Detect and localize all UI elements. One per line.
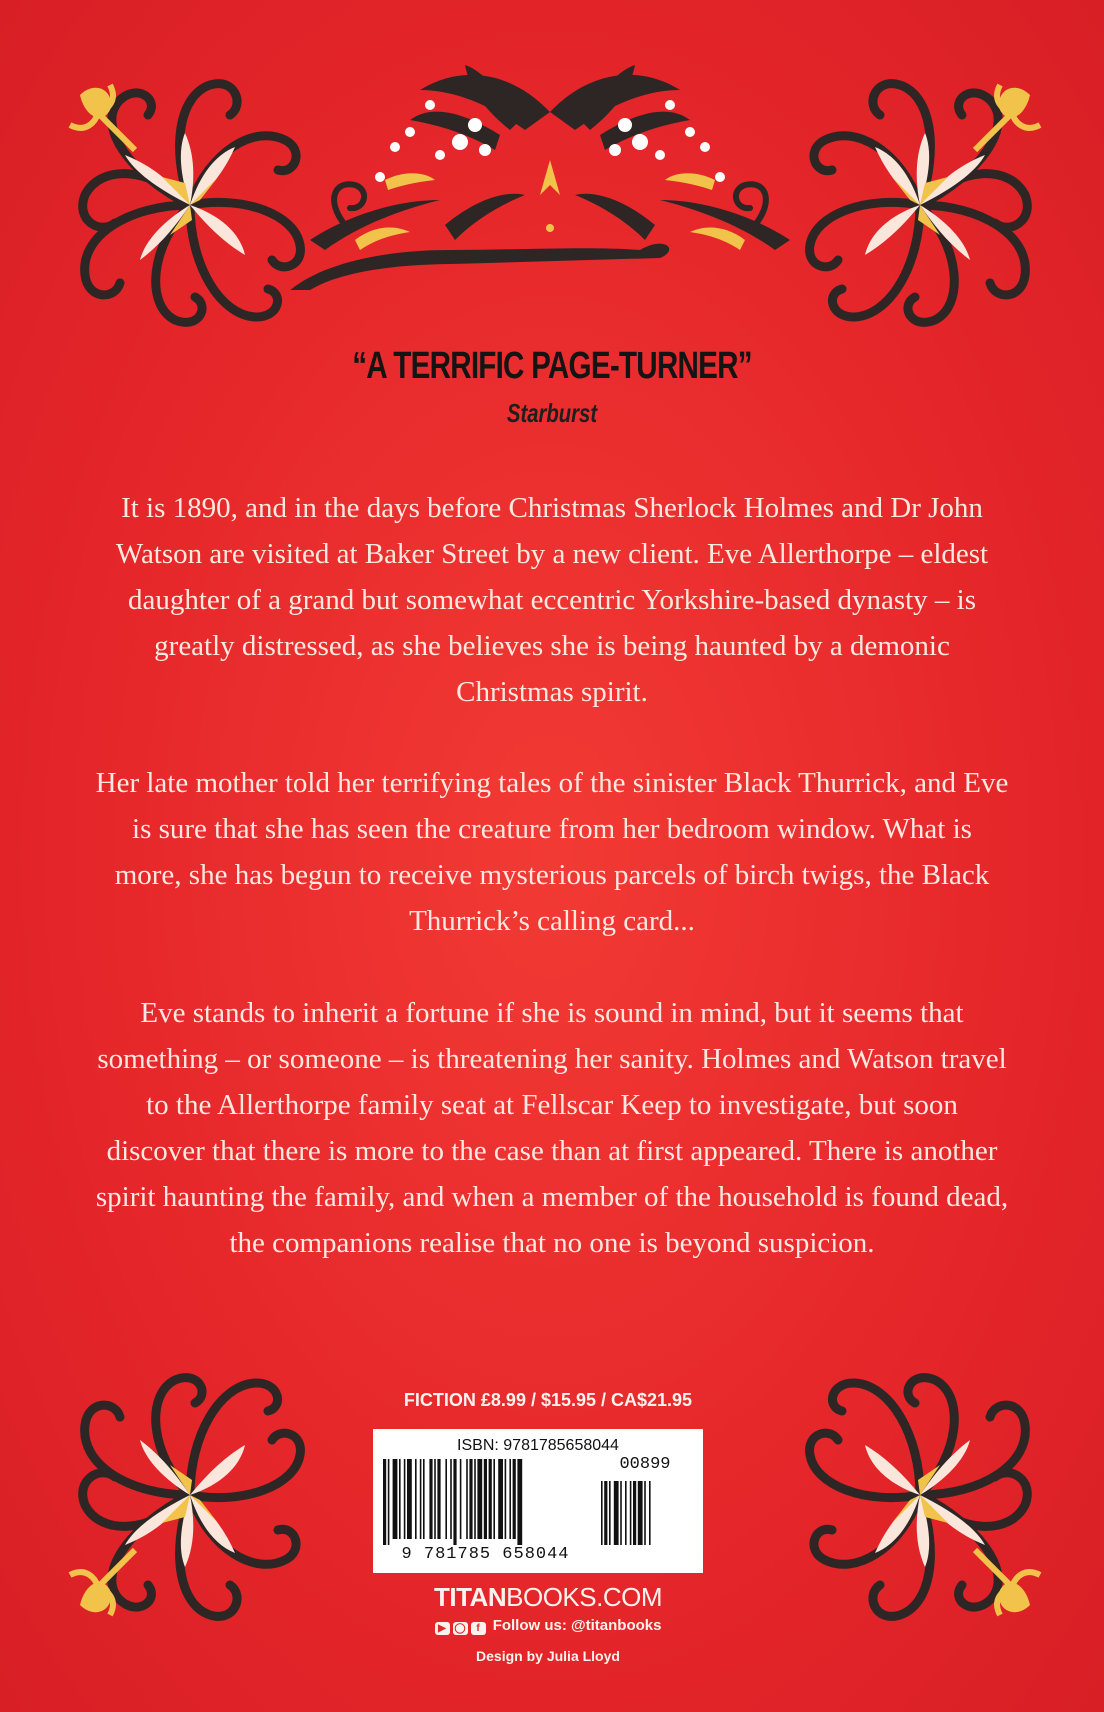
barcode-bar xyxy=(489,1459,492,1539)
barcode-bar xyxy=(453,1459,456,1545)
mistletoe-ornament xyxy=(270,50,830,290)
barcode-bar xyxy=(450,1459,452,1539)
blurb-paragraph-3: Eve stands to inherit a fortune if she is sound in mind, but it seems that something – or someone – is threatening her sanity. Holmes and Watson travel to the Allerthorpe family seat at Fellscar Keep to investigate, but soon discover that there is more to the case than at first appeared. There is another spirit haunting the family, and when a member of the household is found dead, the companions realise that no one is beyond suspicion. xyxy=(95,997,1009,1259)
barcode-box xyxy=(373,1429,703,1573)
social-follow xyxy=(372,1617,724,1635)
barcode-bar xyxy=(404,1459,406,1539)
barcode-bar xyxy=(383,1459,386,1545)
youtube-icon[interactable]: ▶ xyxy=(435,1622,450,1635)
barcode-addon-bar xyxy=(649,1481,651,1545)
review-source: Starburst xyxy=(506,398,598,428)
corner-flourish-bottom-left xyxy=(40,1345,340,1645)
publisher-site-bold: TITAN xyxy=(434,1582,507,1612)
barcode-bar xyxy=(399,1459,401,1539)
barcode-bar xyxy=(498,1459,503,1539)
barcode-bar xyxy=(477,1459,482,1539)
barcode-addon-bar xyxy=(609,1481,611,1545)
corner-flourish-bottom-right xyxy=(770,1345,1070,1645)
facebook-icon[interactable]: f xyxy=(471,1622,486,1635)
barcode-bar xyxy=(469,1459,472,1539)
barcode-bar xyxy=(474,1459,476,1539)
design-credit: Design by Julia Lloyd xyxy=(476,1648,620,1664)
barcode-bar xyxy=(513,1459,516,1539)
publisher-site-rest: BOOKS.COM xyxy=(506,1582,662,1612)
barcode-bar xyxy=(423,1459,425,1539)
barcode-addon-digits: 00899 xyxy=(619,1455,671,1474)
corner-flourish-top-left xyxy=(40,55,340,355)
barcode-addon-bar xyxy=(644,1481,646,1545)
follow-text: Follow us: @titanbooks xyxy=(492,1617,662,1634)
barcode-bar xyxy=(415,1459,417,1539)
barcode-bar xyxy=(437,1459,440,1539)
barcode-addon-bar xyxy=(638,1481,643,1545)
barcode-bar xyxy=(393,1459,398,1539)
barcode-bar xyxy=(420,1459,422,1539)
barcode-bar xyxy=(445,1459,447,1539)
review-quote: “A TERRIFIC PAGE-TURNER” xyxy=(352,345,752,387)
barcode-bar xyxy=(484,1459,487,1539)
barcode-addon-bar xyxy=(601,1481,603,1545)
instagram-icon[interactable]: ◯ xyxy=(454,1623,466,1634)
barcode-addon-bar xyxy=(604,1481,607,1545)
blurb-paragraph-1: It is 1890, and in the days before Christmas Sherlock Holmes and Dr John Watson are visited at Baker Street by a new client. Eve Allerthorpe – eldest daughter of a grand but somewhat eccentric Yorkshire-based dynasty – is greatly distressed, as she believes she is being haunted by a demonic Christmas spirit. xyxy=(115,492,989,708)
barcode-bar xyxy=(505,1459,507,1539)
isbn-label: ISBN: 9781785658044 xyxy=(457,1437,619,1454)
barcode-bar xyxy=(434,1459,436,1539)
barcode-addon-bar xyxy=(620,1481,622,1545)
barcode-addon-bar xyxy=(630,1481,632,1545)
barcode-digits: 9 781785 658044 xyxy=(401,1545,570,1564)
barcode-bar xyxy=(466,1459,468,1539)
barcode-bar xyxy=(460,1459,462,1539)
barcode-addon-bar xyxy=(633,1481,636,1545)
blurb-paragraph-2: Her late mother told her terrifying tales of the sinister Black Thurrick, and Eve is sure that she has seen the creature from her bedroom window. What is more, she has begun to receive mysterious parcels of birch twigs, the Black Thurrick’s calling card... xyxy=(95,767,1009,937)
barcode-bar xyxy=(429,1459,432,1539)
barcode-bar xyxy=(517,1459,522,1545)
barcode-addon-bar xyxy=(614,1481,619,1545)
barcode-bar xyxy=(388,1459,390,1545)
publisher-website[interactable] xyxy=(372,1582,724,1613)
corner-flourish-top-right xyxy=(770,55,1070,355)
barcode-bar xyxy=(509,1459,511,1539)
price-line: FICTION £8.99 / $15.95 / CA$21.95 xyxy=(403,1390,693,1410)
barcode-addon-bar xyxy=(625,1481,627,1545)
barcode-bar xyxy=(407,1459,412,1539)
barcode-bar xyxy=(493,1459,495,1539)
